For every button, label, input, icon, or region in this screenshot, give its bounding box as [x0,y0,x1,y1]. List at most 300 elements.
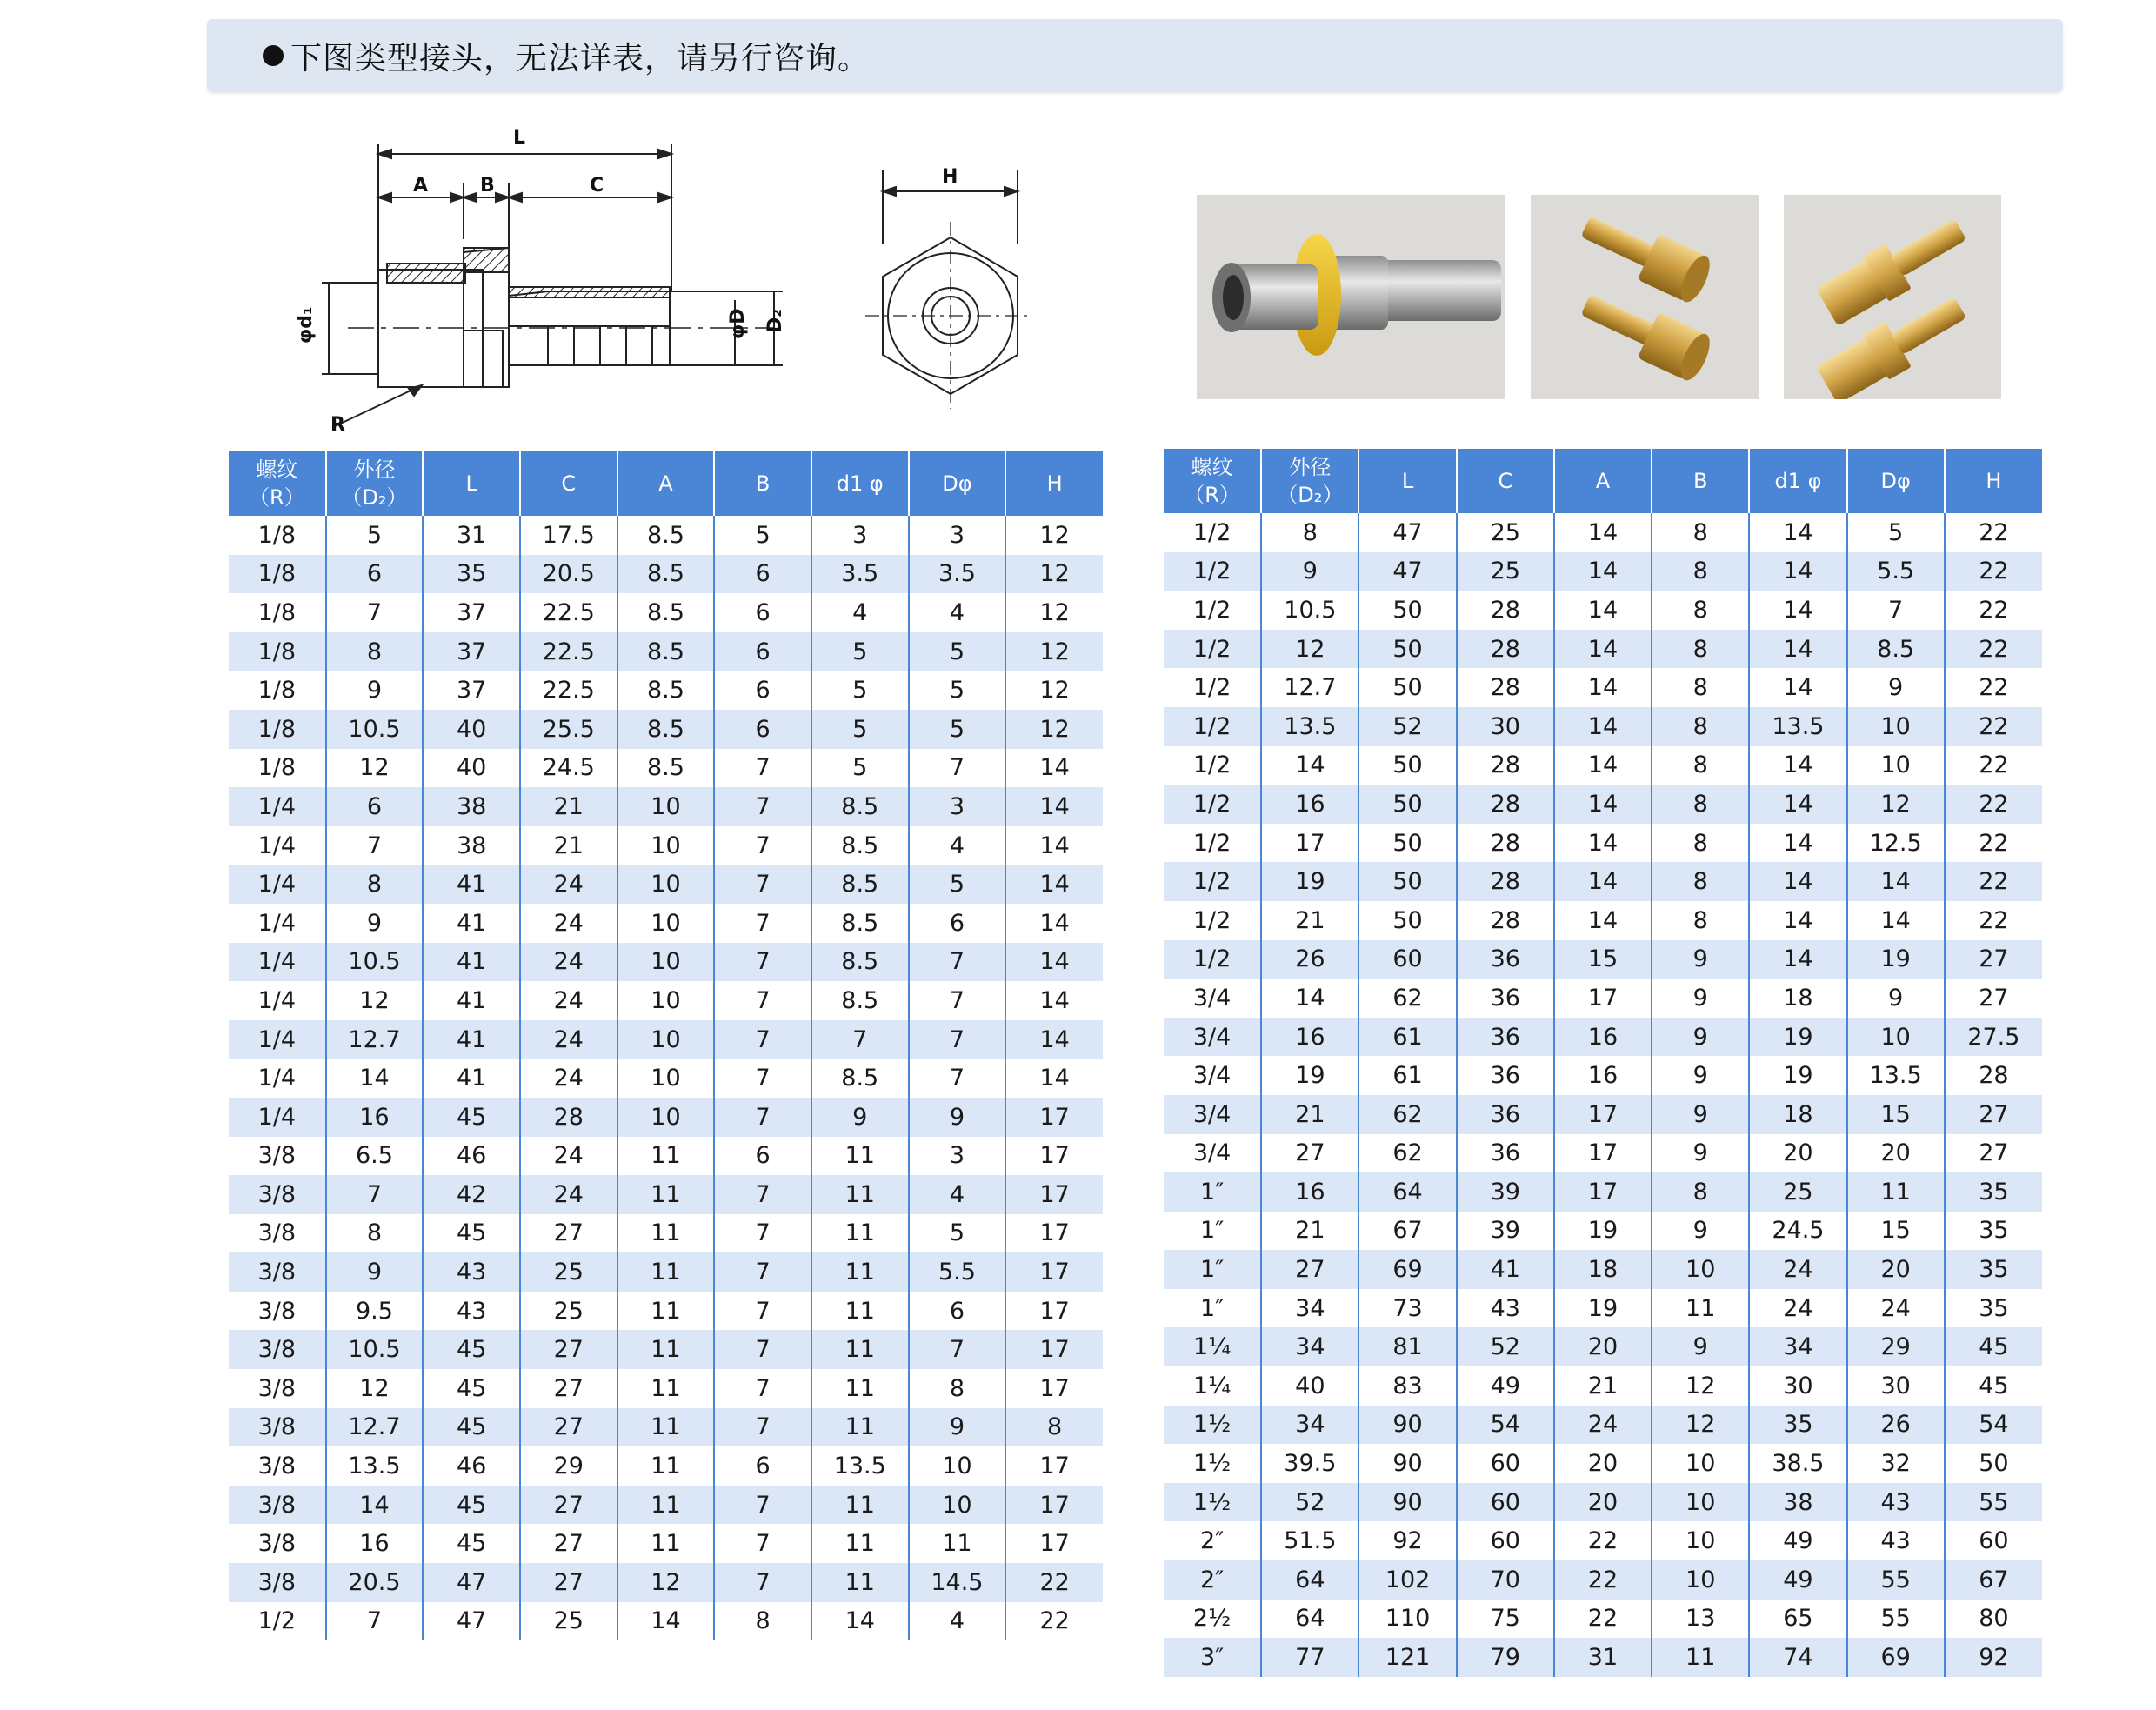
table-cell: 27 [520,1369,617,1408]
table-cell: 16 [326,1098,424,1137]
table-row [229,632,1103,671]
table-cell: 24 [1749,1250,1846,1289]
table-cell: 7 [714,1214,811,1253]
table-cell: 5 [811,632,909,671]
table-cell: 14 [1749,824,1846,863]
table-cell: 19 [1261,1056,1358,1095]
table-cell: 1/2 [1164,785,1261,824]
table-cell: 11 [811,1175,909,1214]
table-cell: 73 [1358,1289,1456,1328]
table-cell: 14 [1749,746,1846,785]
table-cell: 4 [909,826,1006,865]
table-cell: 6 [909,904,1006,943]
table-cell: 25 [520,1252,617,1292]
header-d1: d1 φ [1749,449,1846,513]
table-cell: 43 [1847,1483,1945,1522]
table-cell: 36 [1457,1056,1554,1095]
table-cell: 22 [1945,630,2042,669]
table-cell: 70 [1457,1560,1554,1600]
table-cell: 12 [617,1563,715,1602]
table-cell: 45 [1945,1327,2042,1366]
table-cell: 42 [423,1175,520,1214]
table-cell: 11 [811,1214,909,1253]
table-cell: 35 [1945,1250,2042,1289]
table-cell: 14 [1749,940,1846,979]
table-cell: 1/2 [1164,707,1261,746]
header-outer-diameter: 外径 （D₂） [1261,449,1358,513]
table-cell: 28 [1457,901,1554,940]
table-cell: 29 [1847,1327,1945,1366]
table-cell: 4 [909,593,1006,632]
table-cell: 10 [617,981,715,1020]
table-cell: 24 [1749,1289,1846,1328]
table-cell: 10 [909,1486,1006,1525]
table-row [229,1486,1103,1525]
table-cell: 14 [1554,668,1652,707]
table-cell: 6 [714,593,811,632]
table-cell: 8 [1652,707,1749,746]
table-cell: 36 [1457,1134,1554,1173]
table-cell: 28 [1457,591,1554,630]
table-cell: 62 [1358,979,1456,1018]
table-cell: 55 [1847,1600,1945,1639]
table-cell: 10 [617,1059,715,1098]
table-cell: 92 [1945,1638,2042,1677]
table-row [229,593,1103,632]
table-cell: 1½ [1164,1444,1261,1483]
table-cell: 34 [1749,1327,1846,1366]
table-cell: 27 [520,1524,617,1563]
table-cell: 24 [1554,1406,1652,1445]
table-cell: 10 [1652,1521,1749,1560]
table-cell: 67 [1358,1212,1456,1251]
table-cell: 10 [617,787,715,826]
table-cell: 11 [617,1486,715,1525]
table-cell: 27.5 [1945,1018,2042,1057]
table-cell: 7 [909,1330,1006,1369]
table-cell: 20 [1554,1444,1652,1483]
table-cell: 55 [1847,1560,1945,1600]
table-cell: 14 [1005,787,1103,826]
table-cell: 10 [1847,1018,1945,1057]
notice-text: 下图类型接头，无法详表，请另行咨询。 [290,40,871,77]
table-cell: 13.5 [1847,1056,1945,1095]
table-row [1164,513,2042,552]
header-H: H [1005,451,1103,516]
table-cell: 29 [520,1446,617,1486]
table-cell: 27 [520,1214,617,1253]
table-cell: 3 [909,787,1006,826]
fitting-hex-end-view [857,148,1031,417]
table-cell: 52 [1457,1327,1554,1366]
table-cell: 11 [617,1524,715,1563]
table-cell: 90 [1358,1444,1456,1483]
table-cell: 14 [1005,904,1103,943]
table-cell: 7 [326,1602,424,1641]
table-cell: 28 [1457,630,1554,669]
table-cell: 34 [1261,1406,1358,1445]
table-cell: 6 [714,710,811,749]
table-cell: 8 [1652,1172,1749,1212]
table-cell: 9 [909,1408,1006,1447]
table-cell: 8.5 [617,632,715,671]
table-cell: 5 [811,749,909,788]
table-cell: 4 [909,1602,1006,1641]
table-cell: 1/2 [1164,862,1261,901]
table-cell: 2½ [1164,1600,1261,1639]
table-cell: 26 [1261,940,1358,979]
table-cell: 11 [1652,1289,1749,1328]
table-cell: 90 [1358,1483,1456,1522]
table-cell: 27 [1945,1134,2042,1173]
table-cell: 8 [326,1214,424,1253]
table-cell: 20 [1554,1327,1652,1366]
table-cell: 1¼ [1164,1327,1261,1366]
header-C: C [520,451,617,516]
table-cell: 1/4 [229,981,326,1020]
table-cell: 14 [1554,901,1652,940]
table-cell: 1/4 [229,826,326,865]
table-cell: 1/2 [229,1602,326,1641]
table-cell: 1/4 [229,904,326,943]
table-cell: 1¼ [1164,1366,1261,1406]
table-cell: 41 [423,904,520,943]
table-cell: 9 [1652,1212,1749,1251]
table-cell: 43 [1847,1521,1945,1560]
table-cell: 41 [423,1059,520,1098]
table-row [1164,1212,2042,1251]
table-cell: 11 [811,1486,909,1525]
table-cell: 8 [1005,1408,1103,1447]
table-cell: 37 [423,632,520,671]
table-cell: 7 [714,826,811,865]
table-cell: 26 [1847,1406,1945,1445]
table-cell: 13.5 [1749,707,1846,746]
table-cell: 25 [1457,513,1554,552]
table-cell: 22.5 [520,671,617,710]
table-cell: 6 [714,632,811,671]
table-cell: 52 [1261,1483,1358,1522]
table-cell: 49 [1749,1521,1846,1560]
table-cell: 7 [714,981,811,1020]
table-cell: 3/8 [229,1408,326,1447]
table-cell: 10 [1847,707,1945,746]
table-cell: 17 [1005,1330,1103,1369]
table-cell: 31 [423,516,520,555]
table-cell: 14 [1749,668,1846,707]
table-cell: 1/4 [229,787,326,826]
table-cell: 19 [1554,1289,1652,1328]
table-header-row [1164,449,2042,513]
table-cell: 9 [1652,1095,1749,1134]
table-cell: 1/8 [229,593,326,632]
table-cell: 7 [714,1330,811,1369]
table-row [229,710,1103,749]
table-cell: 22 [1945,513,2042,552]
table-row [229,1020,1103,1059]
table-cell: 17 [1005,1524,1103,1563]
table-cell: 11 [811,1408,909,1447]
table-cell: 8.5 [1847,630,1945,669]
table-cell: 6.5 [326,1137,424,1176]
table-cell: 1/8 [229,671,326,710]
table-cell: 24 [520,1059,617,1098]
table-cell: 35 [1945,1289,2042,1328]
table-cell: 45 [423,1408,520,1447]
table-cell: 17 [1554,1095,1652,1134]
table-row [1164,901,2042,940]
table-cell: 4 [811,593,909,632]
table-cell: 55 [1945,1483,2042,1522]
table-cell: 75 [1457,1600,1554,1639]
table-cell: 60 [1457,1444,1554,1483]
table-row [229,904,1103,943]
table-cell: 3/4 [1164,1134,1261,1173]
table-cell: 9 [1652,1018,1749,1057]
header-L: L [423,451,520,516]
table-cell: 14 [1261,746,1358,785]
table-row [1164,707,2042,746]
table-cell: 12.7 [1261,668,1358,707]
table-cell: 20 [1847,1250,1945,1289]
dim-R-label: R [330,414,345,436]
table-cell: 14 [1554,707,1652,746]
table-cell: 18 [1554,1250,1652,1289]
table-cell: 14 [1749,513,1846,552]
table-cell: 7 [714,1369,811,1408]
table-cell: 8.5 [617,593,715,632]
dim-H-label: H [942,166,958,188]
table-cell: 1/2 [1164,901,1261,940]
table-cell: 1/2 [1164,513,1261,552]
table-row [229,1137,1103,1176]
table-cell: 25 [1749,1172,1846,1212]
photo-push-on-fitting [1197,195,1505,399]
table-row [229,1059,1103,1098]
table-row [229,981,1103,1020]
table-row [229,1369,1103,1408]
table-cell: 74 [1749,1638,1846,1677]
table-cell: 36 [1457,979,1554,1018]
table-cell: 11 [1847,1172,1945,1212]
table-row [229,1098,1103,1137]
table-cell: 81 [1358,1327,1456,1366]
table-cell: 1½ [1164,1483,1261,1522]
table-cell: 24 [520,904,617,943]
table-cell: 13.5 [811,1446,909,1486]
table-cell: 22 [1945,591,2042,630]
table-cell: 17 [1005,1446,1103,1486]
table-cell: 11 [811,1252,909,1292]
table-cell: 14 [1554,591,1652,630]
table-cell: 24 [520,1175,617,1214]
table-cell: 28 [1457,785,1554,824]
table-row [229,943,1103,982]
table-row [1164,1289,2042,1328]
table-cell: 17 [1005,1175,1103,1214]
table-cell: 20.5 [326,1563,424,1602]
table-cell: 110 [1358,1600,1456,1639]
table-cell: 15 [1847,1095,1945,1134]
table-cell: 11 [617,1252,715,1292]
header-B: B [1652,449,1749,513]
header-B: B [714,451,811,516]
table-cell: 67 [1945,1560,2042,1600]
table-cell: 9 [1652,979,1749,1018]
table-cell: 1/2 [1164,746,1261,785]
table-cell: 3/4 [1164,979,1261,1018]
table-cell: 12 [1005,632,1103,671]
table-cell: 10 [909,1446,1006,1486]
table-row [229,865,1103,904]
table-cell: 7 [909,749,1006,788]
table-cell: 38 [1749,1483,1846,1522]
table-cell: 8 [1652,630,1749,669]
table-cell: 11 [617,1330,715,1369]
photo-brass-female-fittings [1531,195,1759,399]
table-cell: 22 [1554,1560,1652,1600]
table-cell: 9 [1652,940,1749,979]
table-row [229,516,1103,555]
table-cell: 1/4 [229,1020,326,1059]
table-cell: 28 [1945,1056,2042,1095]
table-cell: 9 [1652,1134,1749,1173]
table-cell: 9 [326,671,424,710]
table-cell: 24 [520,1020,617,1059]
table-row [1164,824,2042,863]
table-cell: 12 [326,749,424,788]
table-cell: 8.5 [617,749,715,788]
table-cell: 3/8 [229,1137,326,1176]
table-cell: 14 [1005,826,1103,865]
table-cell: 14 [1261,979,1358,1018]
table-cell: 11 [811,1563,909,1602]
table-cell: 14 [1554,746,1652,785]
table-cell: 17 [1005,1214,1103,1253]
table-row [1164,1483,2042,1522]
table-cell: 10.5 [326,710,424,749]
table-cell: 6 [909,1292,1006,1331]
table-cell: 22 [1945,862,2042,901]
dim-A-label: A [413,175,429,197]
table-cell: 21 [1554,1366,1652,1406]
header-d1: d1 φ [811,451,909,516]
table-cell: 22 [1945,785,2042,824]
table-row [229,1292,1103,1331]
table-cell: 7 [714,1486,811,1525]
table-cell: 11 [617,1292,715,1331]
table-cell: 8 [1652,591,1749,630]
table-row [229,787,1103,826]
table-cell: 19 [1749,1018,1846,1057]
table-cell: 9 [326,904,424,943]
table-cell: 45 [423,1330,520,1369]
table-cell: 7 [714,1175,811,1214]
table-cell: 17 [1554,979,1652,1018]
table-cell: 3/4 [1164,1095,1261,1134]
table-cell: 28 [1457,862,1554,901]
dim-B-label: B [480,175,495,197]
table-cell: 10 [617,865,715,904]
table-cell: 7 [714,1098,811,1137]
table-cell: 12 [1261,630,1358,669]
table-cell: 7 [909,1020,1006,1059]
table-cell: 1½ [1164,1406,1261,1445]
table-cell: 80 [1945,1600,2042,1639]
table-cell: 47 [1358,513,1456,552]
table-cell: 17 [1554,1172,1652,1212]
table-cell: 11 [811,1369,909,1408]
table-cell: 1/4 [229,1059,326,1098]
table-cell: 5 [909,671,1006,710]
table-cell: 39 [1457,1212,1554,1251]
table-cell: 14 [1847,901,1945,940]
table-cell: 13.5 [1261,707,1358,746]
table-cell: 3/8 [229,1486,326,1525]
table-cell: 41 [1457,1250,1554,1289]
table-cell: 9 [1652,1056,1749,1095]
table-cell: 10 [617,1098,715,1137]
table-cell: 8 [1652,862,1749,901]
table-cell: 102 [1358,1560,1456,1600]
table-cell: 60 [1358,940,1456,979]
table-cell: 27 [520,1330,617,1369]
table-cell: 27 [1945,940,2042,979]
table-cell: 20 [1749,1134,1846,1173]
table-cell: 1/4 [229,865,326,904]
table-cell: 30 [1749,1366,1846,1406]
table-cell: 24 [520,943,617,982]
table-cell: 1/8 [229,632,326,671]
table-cell: 50 [1358,668,1456,707]
table-cell: 12 [326,1369,424,1408]
table-cell: 12 [1005,516,1103,555]
table-cell: 1/8 [229,516,326,555]
table-row [1164,1134,2042,1173]
table-cell: 46 [423,1446,520,1486]
table-cell: 17 [1005,1252,1103,1292]
table-cell: 69 [1358,1250,1456,1289]
table-cell: 14 [1005,749,1103,788]
table-cell: 8.5 [811,865,909,904]
table-cell: 43 [1457,1289,1554,1328]
table-cell: 3/8 [229,1252,326,1292]
table-cell: 27 [520,1408,617,1447]
table-cell: 10.5 [326,943,424,982]
table-cell: 8.5 [811,787,909,826]
header-H: H [1945,449,2042,513]
table-cell: 1/2 [1164,668,1261,707]
table-cell: 5.5 [1847,552,1945,591]
table-cell: 9 [811,1098,909,1137]
table-cell: 5 [909,1214,1006,1253]
table-cell: 32 [1847,1444,1945,1483]
table-cell: 11 [617,1175,715,1214]
table-cell: 27 [1261,1134,1358,1173]
table-cell: 5.5 [909,1252,1006,1292]
header-C: C [1457,449,1554,513]
table-cell: 27 [520,1486,617,1525]
table-cell: 2″ [1164,1521,1261,1560]
table-cell: 45 [1945,1366,2042,1406]
table-cell: 49 [1749,1560,1846,1600]
table-cell: 3 [909,516,1006,555]
table-cell: 43 [423,1252,520,1292]
table-cell: 7 [326,826,424,865]
table-row [1164,862,2042,901]
table-cell: 9 [1652,1327,1749,1366]
table-cell: 12.5 [1847,824,1945,863]
